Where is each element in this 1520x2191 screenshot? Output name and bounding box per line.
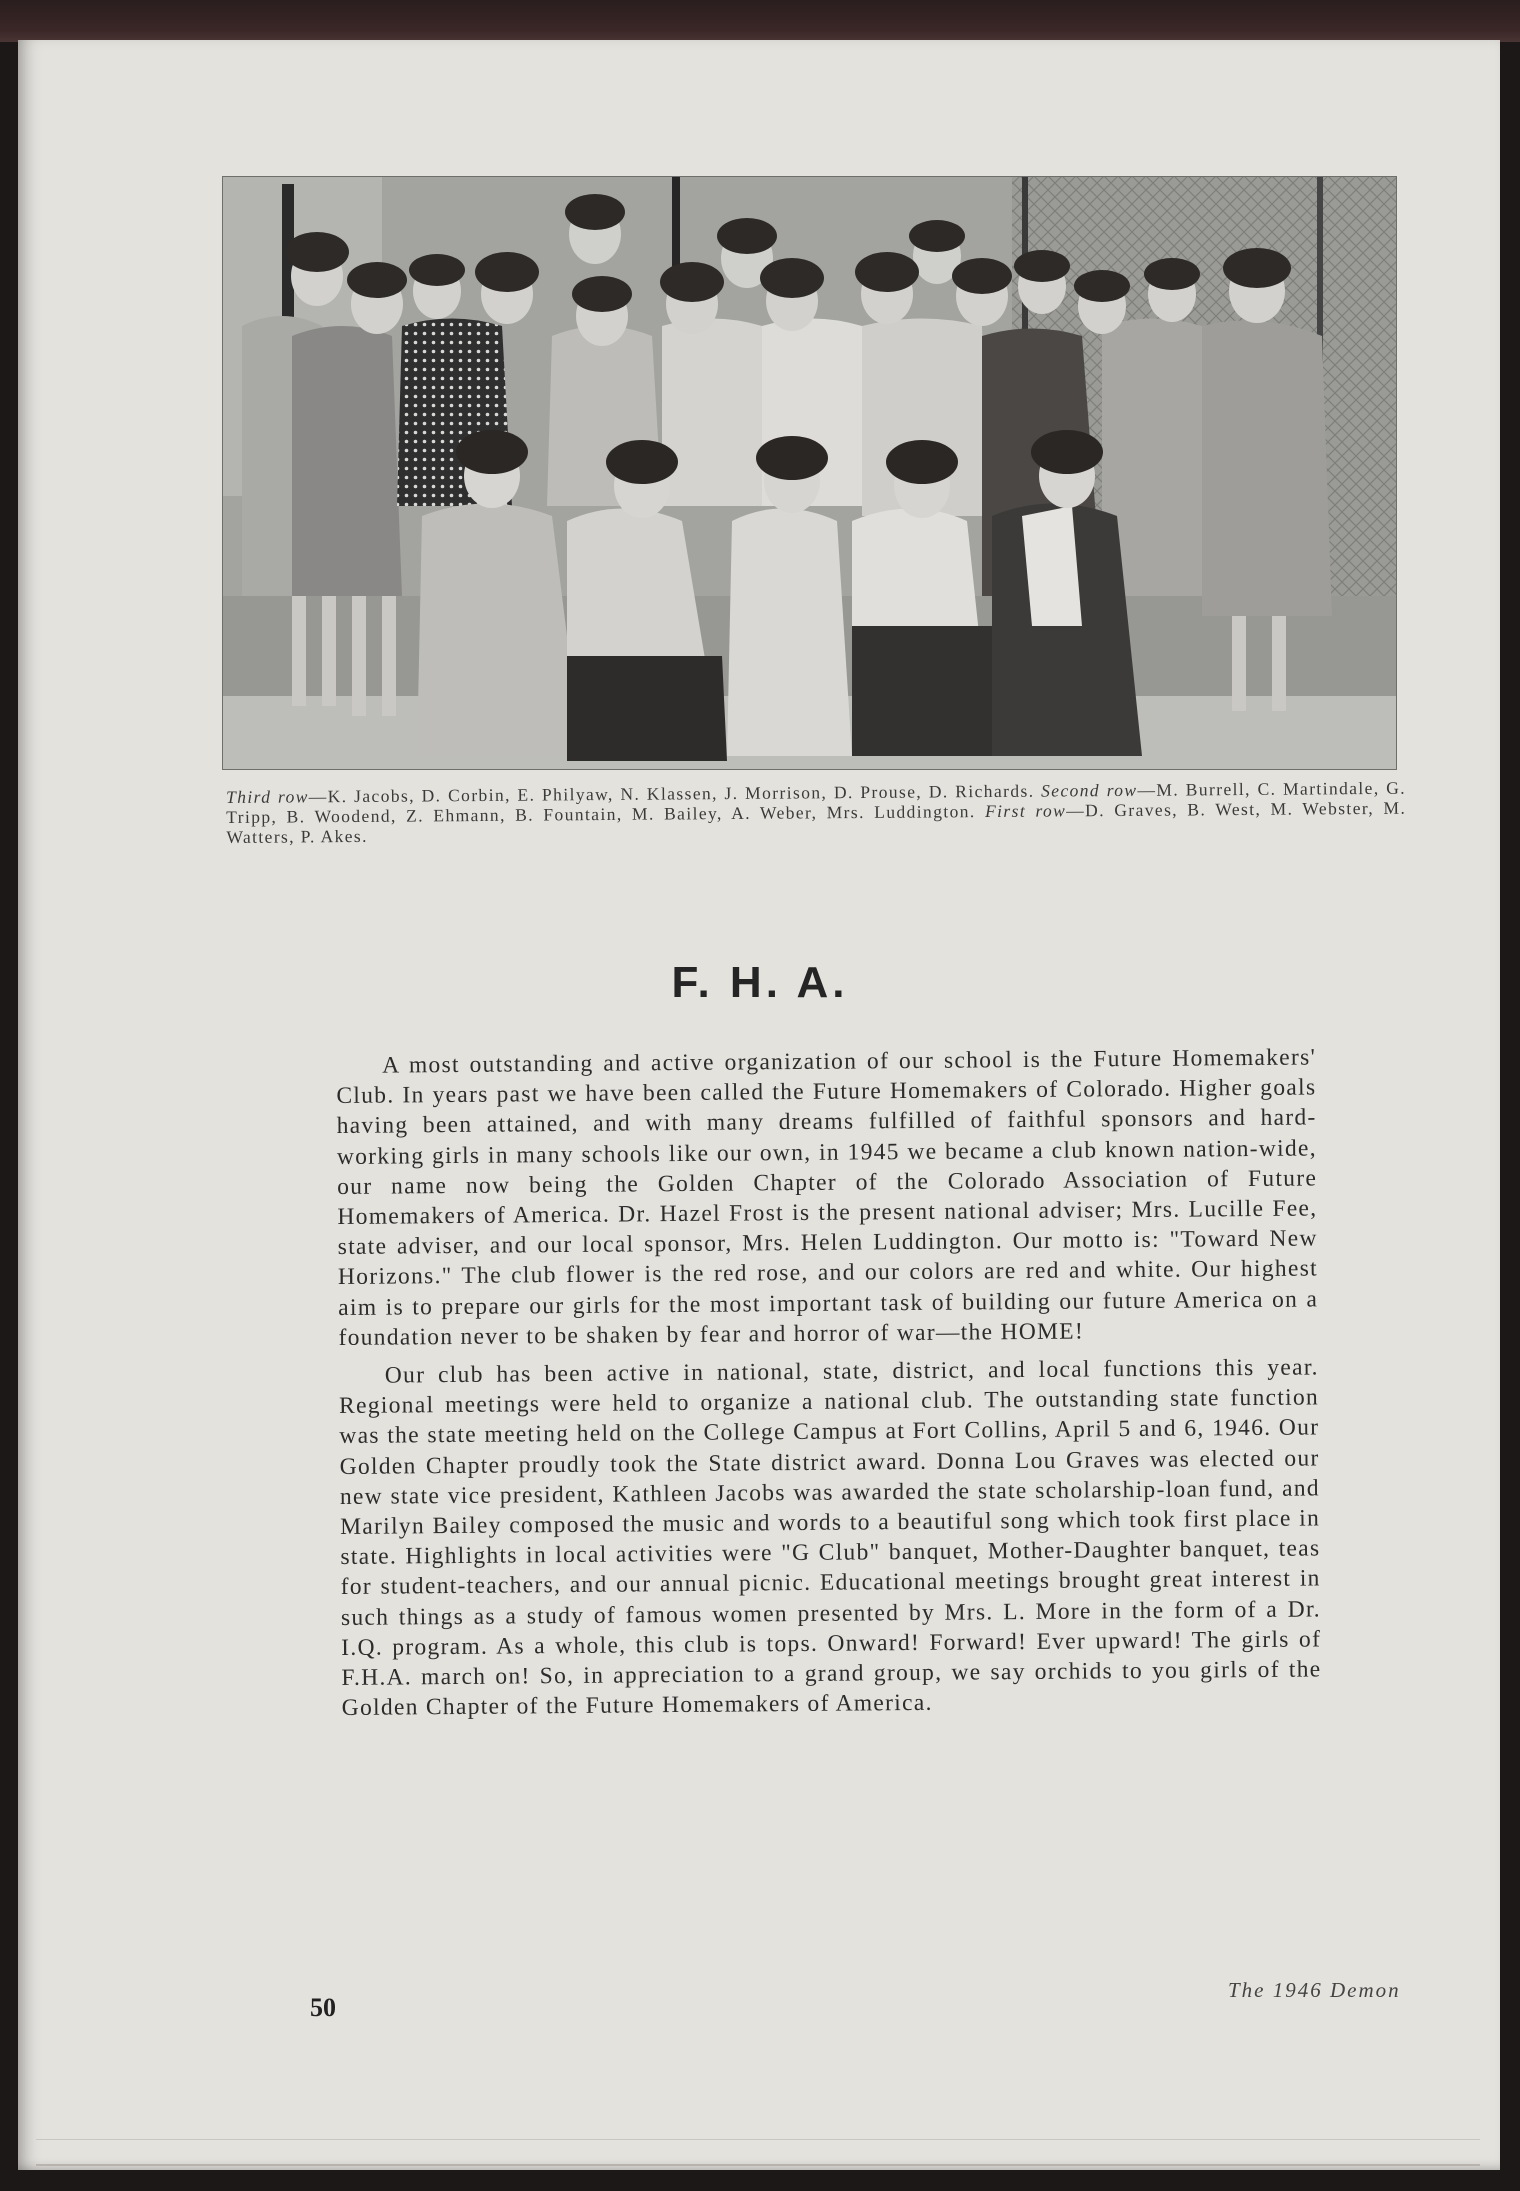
article-title: F. H. A. [671, 958, 849, 1007]
page-number: 50 [310, 1993, 336, 2022]
group-photo-image [222, 176, 1397, 770]
book-top-edge [0, 0, 1520, 42]
second-row-names: —M. Burrell, C. Martindale, G. Tripp, B. Woodend, Z. Ehmann, B. Fountain, M. Bailey, A. Weber, Mrs. Luddington. [226, 777, 1407, 827]
publication-title: The 1946 Demon [1228, 1978, 1401, 2002]
third-row-names: —K. Jacobs, D. Corbin, E. Philyaw, N. Klassen, J. Morrison, D. Prouse, D. Richards. [308, 780, 1035, 807]
third-row-label: Third row [226, 786, 309, 807]
article-body [336, 1042, 1322, 1731]
first-row-label: First row [984, 800, 1067, 822]
article-paragraph: Our club has been active in national, state, district, and local functions this year. Regional meetings were held to organize a national club. The outstanding state function was the state meeting held on the College Campus at Fort Collins, April 5 and 6, 1946. Our Golden Chapter proudly took the State district award. Donna Lou Graves was elected our new state vice president, Kathleen Jacobs was awarded the state scholarship-loan fund, and Marilyn Bailey composed the music and words to a beautiful song which took first place in state. Highlights in local activities were "G Club" banquet, Mother-Daughter banquet, teas for student-teachers, and our annual picnic. Educational meetings brought great interest in such things as a study of famous women presented by Mrs. L. More in the form of a Dr. I.Q. program. As a whole, this club is tops. Onward! Forward! Ever upward! The girls of F.H.A. march on! So, in appreciation to a grand group, we say orchids to you girls of the Golden Chapter of the Future Homemakers of America. [338, 1354, 1322, 1722]
article-paragraph: A most outstanding and active organization of our school is the Future Homemakers' Club. In years past we have been called the Future Homemakers of Colorado. Higher goals having been attained, and with many dreams fulfilled of faithful sponsors and hard-working girls in many schools like our own, in 1945 we became a club known nation-wide, our name now being the Golden Chapter of the Colorado Association of Future Homemakers of America. Dr. Hazel Frost is the present national adviser; Mrs. Lucille Fee, state adviser, and our local sponsor, Mrs. Helen Luddington. Our motto is: "Toward New Horizons." The club flower is the red rose, and our colors are red and white. Our highest aim is to prepare our girls for the most important task of building our future America on a foundation never to be shaken by fear and horror of war—the HOME! [336, 1044, 1319, 1351]
second-row-label: Second row [1041, 779, 1138, 801]
first-row-names: —D. Graves, B. West, M. Webster, M. Watters, P. Akes. [226, 797, 1407, 847]
photo-caption [226, 778, 1406, 847]
group-photo [222, 176, 1397, 770]
page-edge [36, 2139, 1480, 2166]
